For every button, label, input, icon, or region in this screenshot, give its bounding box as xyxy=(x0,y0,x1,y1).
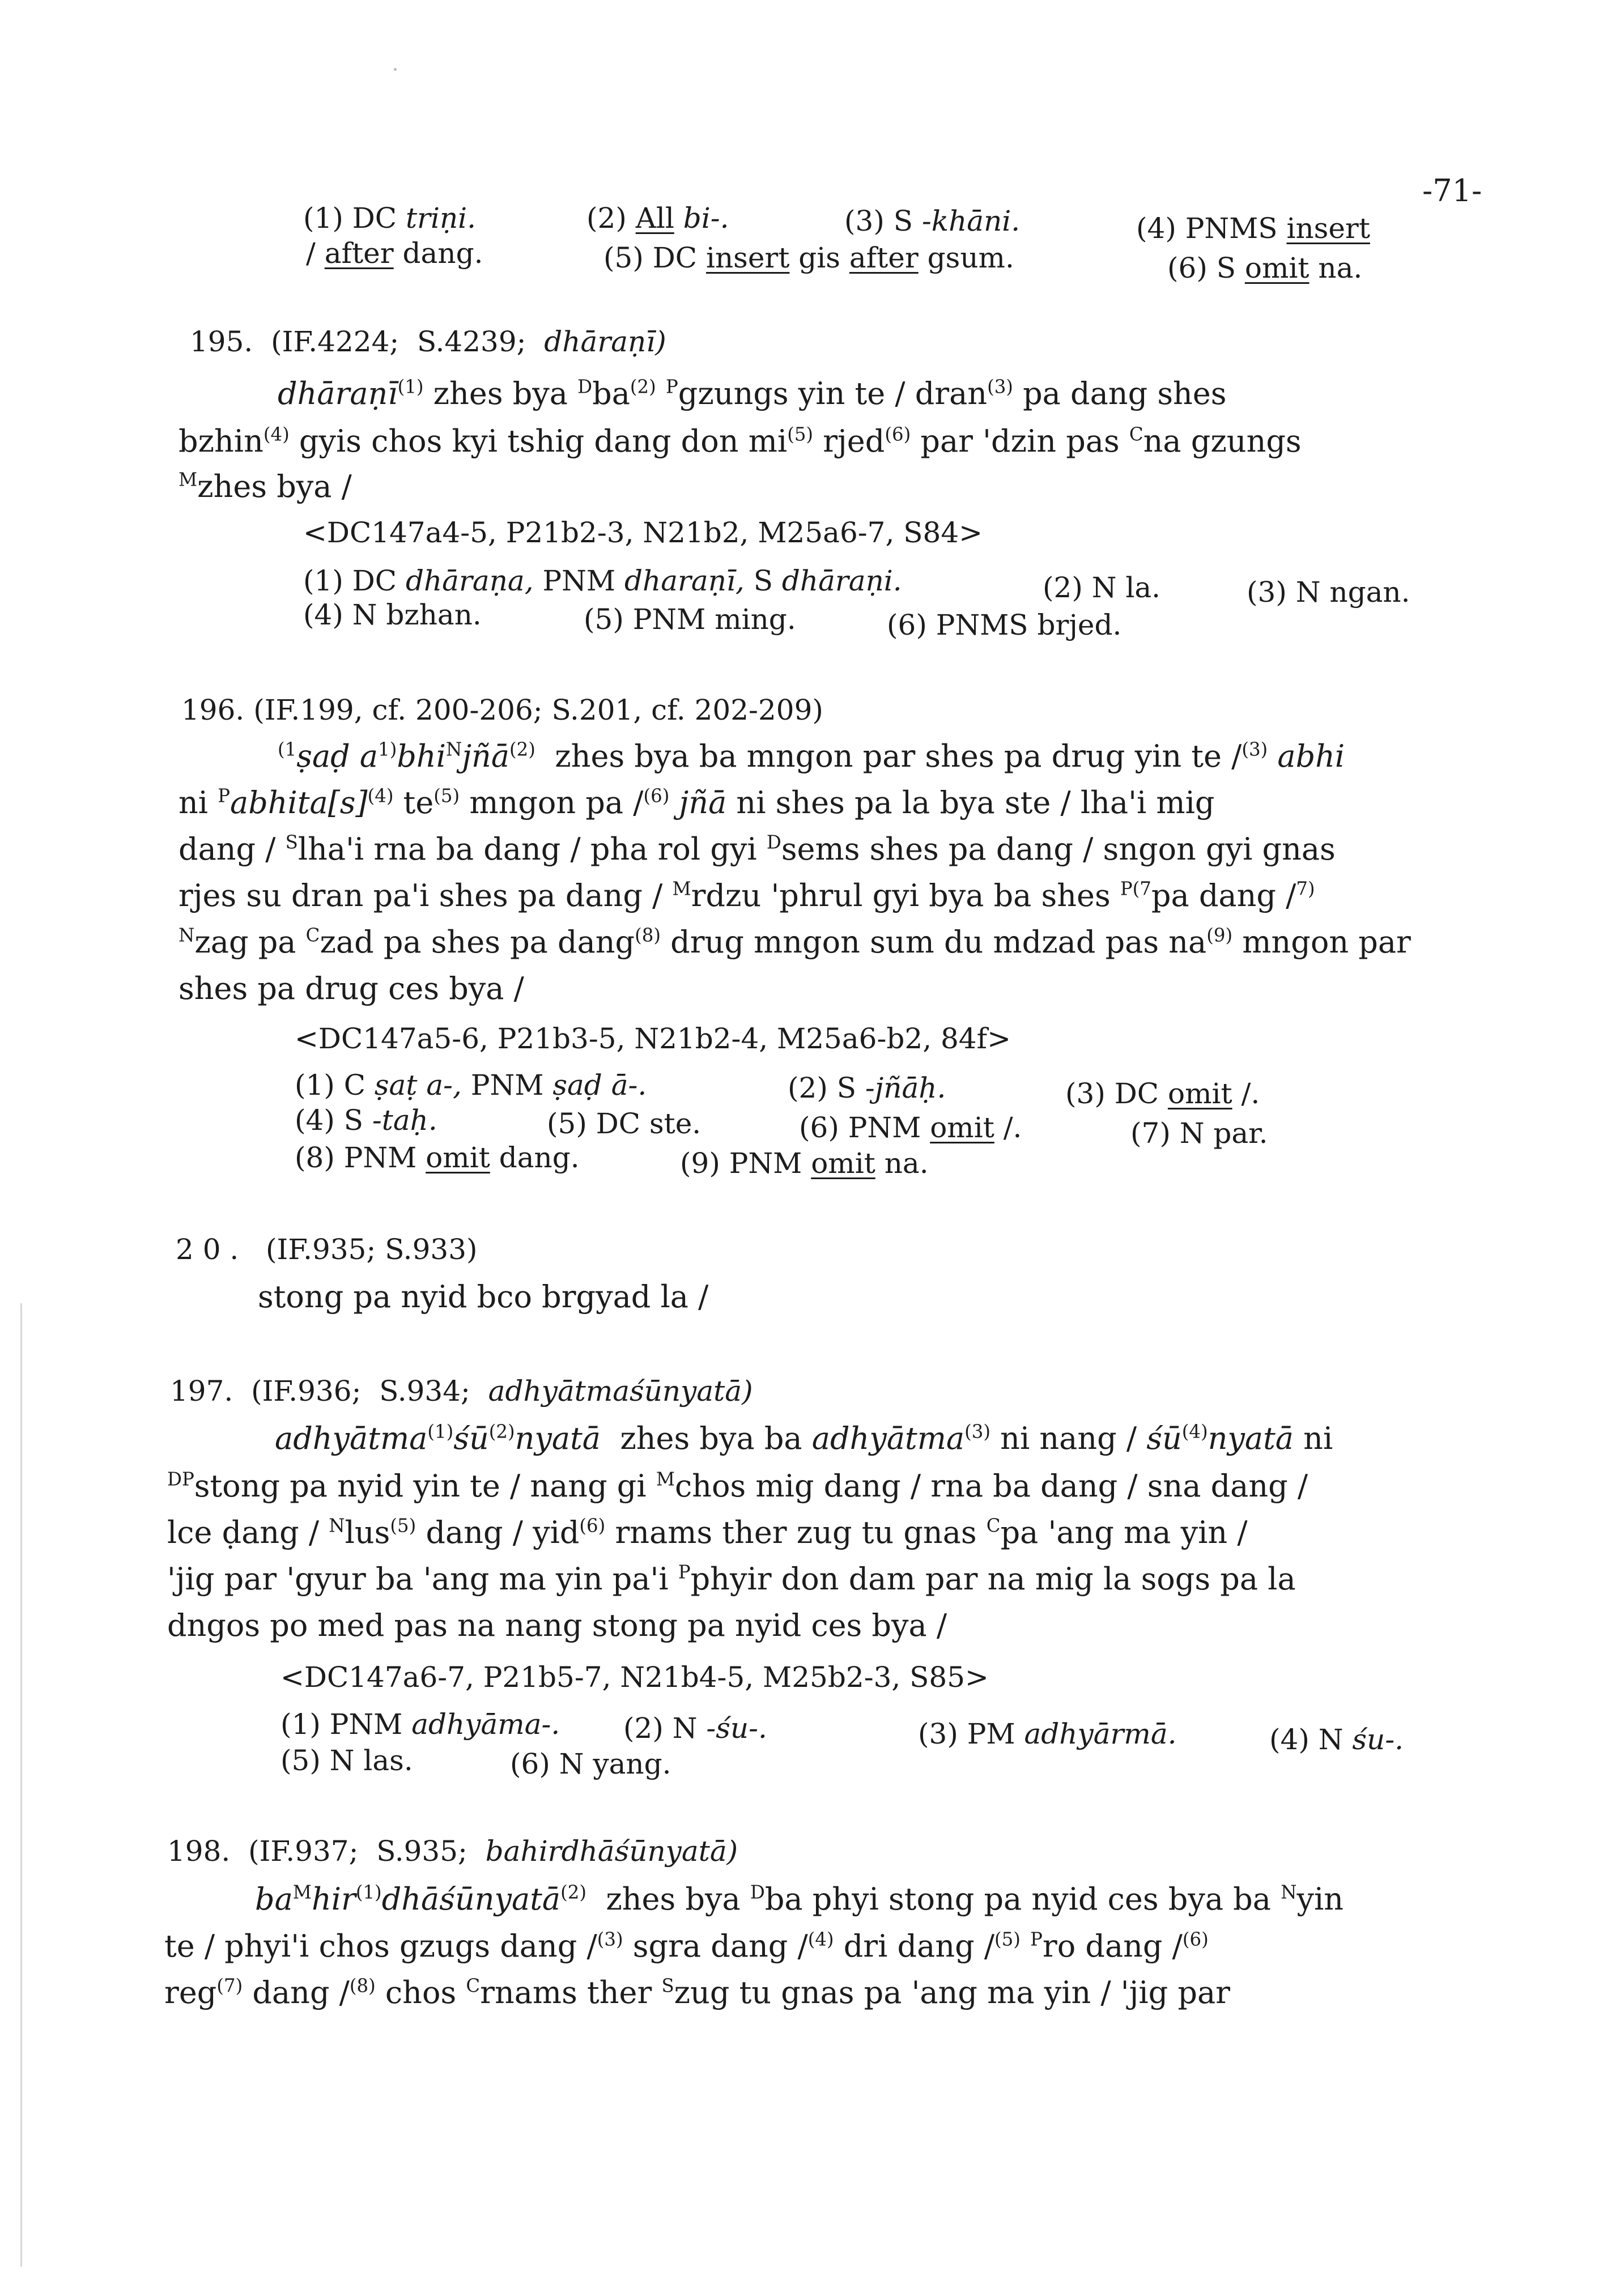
footnote-line: (1) DC triṇi. xyxy=(303,202,477,235)
note-line: (1) DC dhāraṇa, PNM dharaṇī, S dhāraṇi. xyxy=(303,564,902,597)
page-number: -71- xyxy=(1422,173,1482,209)
entry-heading: 195. (IF.4224; S.4239; dhāraṇī) xyxy=(190,325,666,358)
body-line: dngos po med pas na nang stong pa nyid ces bya / xyxy=(167,1608,947,1643)
footnote-line: (5) DC insert gis after gsum. xyxy=(603,241,1014,274)
scan-speck xyxy=(394,68,397,71)
entry-heading: 197. (IF.936; S.934; adhyātmaśūnyatā) xyxy=(170,1375,753,1408)
body-line: shes pa drug ces bya / xyxy=(178,971,524,1006)
note-line: (2) N -śu-. xyxy=(623,1712,767,1745)
note-line: (4) N śu-. xyxy=(1269,1723,1404,1756)
footnote-line: (4) PNMS insert xyxy=(1136,212,1370,245)
note-line: (6) PNMS brjed. xyxy=(887,609,1122,641)
note-line: (1) C ṣaṭ a-, PNM ṣaḍ ā-. xyxy=(295,1069,647,1102)
note-line: (5) PNM ming. xyxy=(584,603,796,636)
page-edge-line xyxy=(20,1303,22,2267)
note-line: (5) N las. xyxy=(280,1744,413,1777)
entry-heading: 198. (IF.937; S.935; bahirdhāśūnyatā) xyxy=(167,1835,738,1868)
body-line: $^N$zag pa $^C$zad pa shes pa dang$^{(8)}$ drug mngon sum du mdzad pas $na^{(9)}$ mngon par xyxy=(178,924,1411,960)
entry-heading: 2 0 . (IF.935; S.933) xyxy=(176,1233,478,1266)
body-line: te / phyi'i chos gzugs dang /$^{(3)}$ sgra dang /$^{(4)}$ dri dang /$^{(5)}$ $^P$ro dang /$^{(6)}$ xyxy=(164,1928,1209,1964)
body-line: dang / $^S$lha'i rna ba dang / pha rol gyi $^D$sems shes pa dang / sngon gyi gnas xyxy=(178,831,1336,867)
body-line: lce ḍang / $^N$lus$^{(5)}$ dang / yid$^{(6)}$ rnams ther zug tu gnas $^C$pa 'ang ma yin / xyxy=(167,1515,1248,1550)
note-line: (1) PNM adhyāma-. xyxy=(280,1708,560,1741)
body-line: $^{(1}$ṣaḍ $a^{1)}bhi^Njñā^{(2)}$ zhes bya ba mngon par shes pa drug yin te /$^{(3)}$ abhi xyxy=(278,738,1345,774)
body-line: ni $^Pabhita[s]^{(4)}$ $te^{(5)}$ mngon pa /$^{(6)}$ jñā ni shes pa la bya ste / lha'i mig xyxy=(178,785,1215,820)
body-line: reg$^{(7)}$ dang /$^{(8)}$ chos $^C$rnams ther $^S$zug tu gnas pa 'ang ma yin / 'jig par xyxy=(164,1975,1230,2010)
body-line: $^M$zhes bya / xyxy=(178,469,352,504)
note-line: (5) DC ste. xyxy=(547,1107,702,1140)
note-line: (6) PNM omit /. xyxy=(799,1111,1022,1144)
note-line: (2) S -jñāḥ. xyxy=(788,1072,946,1104)
body-line: stong pa nyid bco brgyad la / xyxy=(258,1279,709,1315)
note-line: (4) S -taḥ. xyxy=(295,1104,437,1137)
footnote-line: / after dang. xyxy=(306,237,483,270)
sigla: <DC147a6-7, P21b5-7, N21b4-5, M25b2-3, S85> xyxy=(280,1661,989,1694)
body-line: rjes su dran pa'i shes pa dang / $^M$rdzu 'phrul gyi bya ba shes $^{P(7}$pa dang /$^{7)}$ xyxy=(178,878,1315,913)
note-line: (7) N par. xyxy=(1130,1117,1268,1150)
body-line: 'jig par 'gyur ba 'ang ma yin pa'i $^P$phyir don dam par na mig la sogs pa la xyxy=(167,1561,1296,1597)
note-line: (9) PNM omit na. xyxy=(680,1147,929,1180)
sigla: <DC147a5-6, P21b3-5, N21b2-4, M25a6-b2, 84f> xyxy=(295,1022,1011,1055)
note-line: (2) N la. xyxy=(1043,571,1161,604)
footnote-line: (3) S -khāni. xyxy=(844,205,1021,237)
note-line: (3) PM adhyārmā. xyxy=(918,1717,1177,1750)
body-line: $^{DP}$stong pa nyid yin te / nang gi $^M$chos mig dang / rna ba dang / sna dang / xyxy=(167,1468,1308,1504)
note-line: (3) DC omit /. xyxy=(1065,1077,1260,1110)
body-line: bzhin$^{(4)}$ gyis chos kyi tshig dang don $mi^{(5)}$ rjed$^{(6)}$ par 'dzin pas $^C$na gzungs xyxy=(178,423,1302,459)
body-line: $ba^Mhir^{(1)}dhāśūnyatā^{(2)}$ zhes bya $^D$ba phyi stong pa nyid ces bya ba $^N$yin xyxy=(255,1881,1344,1917)
entry-heading: 196. (IF.199, cf. 200-206; S.201, cf. 202-209) xyxy=(181,694,823,726)
footnote-line: (2) All bi-. xyxy=(586,202,729,235)
footnote-line: (6) S omit na. xyxy=(1167,252,1363,284)
body-line: dhāraṇī$^{(1)}$ zhes bya $^Dba^{(2)}$ $^P$gzungs yin te / dran$^{(3)}$ pa dang shes xyxy=(278,376,1227,411)
note-line: (3) N ngan. xyxy=(1247,576,1410,609)
body-line: $adhyātma^{(1)}śū^{(2)}nyatā$ zhes bya ba adhyātma$^{(3)}$ ni nang / $śū^{(4)}nyatā$ ni xyxy=(275,1421,1333,1456)
note-line: (6) N yang. xyxy=(510,1747,671,1780)
sigla: <DC147a4-5, P21b2-3, N21b2, M25a6-7, S84> xyxy=(303,516,983,549)
note-line: (4) N bzhan. xyxy=(303,598,482,631)
note-line: (8) PNM omit dang. xyxy=(295,1141,580,1174)
